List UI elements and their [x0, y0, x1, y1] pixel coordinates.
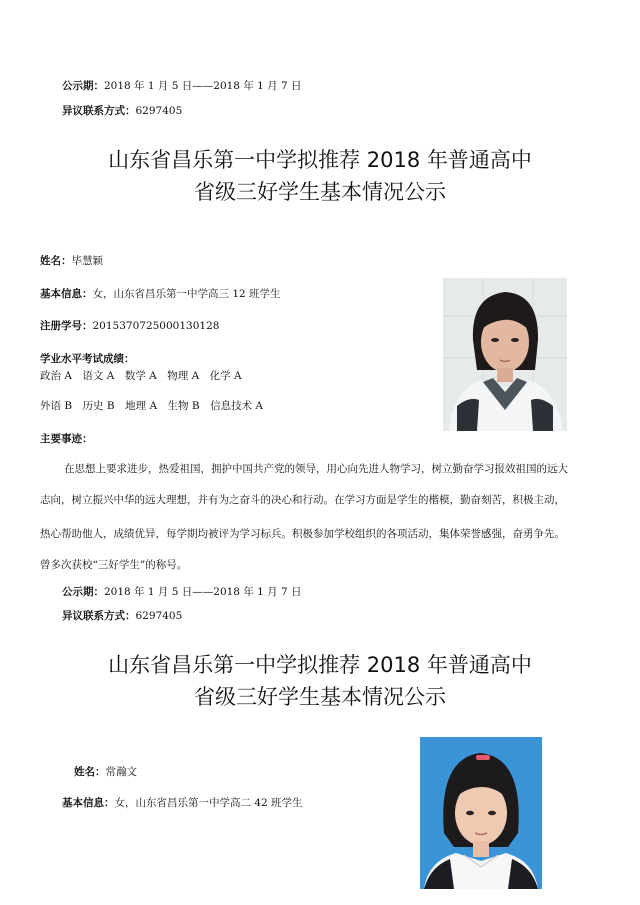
student1-name	[40, 254, 103, 268]
notice1-title-line1: 山东省昌乐第一中学拟推荐 2018 年普通高中	[108, 148, 532, 172]
name-label: 姓名：	[40, 255, 72, 267]
info-label: 基本信息：	[40, 288, 93, 300]
info-value: 女，山东省昌乐第一中学高三 12 班学生	[92, 288, 281, 300]
name-value: 常瀚文	[105, 766, 137, 778]
contact-label: 异议联系方式：	[62, 105, 136, 117]
name-value: 毕慧颖	[71, 255, 103, 267]
student1-grades-row1: 政治 A 语文 A 数学 A 物理 A 化学 A	[40, 370, 242, 382]
student1-reg	[40, 319, 219, 333]
deeds-line-4: 曾多次获校“三好学生”的称号。	[40, 559, 188, 571]
notice2-period	[62, 585, 302, 599]
contact-value: 6297405	[135, 105, 183, 117]
student1-deeds-label: 主要事迹：	[40, 433, 93, 445]
student1-info	[40, 287, 281, 301]
period-value: 2018 年 1 月 5 日——2018 年 1 月 7 日	[104, 586, 302, 598]
notice2-title-line2: 省级三好学生基本情况公示	[194, 685, 446, 709]
deeds-line-1: 在思想上要求进步，热爱祖国，拥护中国共产党的领导，用心向先进人物学习，树立勤奋学习报效祖国的远大	[64, 463, 568, 475]
period-label: 公示期：	[62, 80, 104, 92]
student2-name	[74, 765, 137, 779]
notice1-contact	[62, 104, 182, 118]
reg-value: 2015370725000130128	[92, 320, 220, 332]
period-label: 公示期：	[62, 586, 104, 598]
notice2-contact	[62, 609, 182, 623]
period-value: 2018 年 1 月 5 日——2018 年 1 月 7 日	[104, 80, 302, 92]
student1-grades-row2: 外语 B 历史 B 地理 A 生物 B 信息技术 A	[40, 400, 264, 412]
student2-portrait-image	[420, 737, 542, 889]
notice1-period	[62, 79, 302, 93]
name-label: 姓名：	[74, 766, 106, 778]
student1-portrait-image	[443, 278, 567, 431]
info-label: 基本信息：	[62, 797, 115, 809]
reg-label: 注册学号：	[40, 320, 93, 332]
deeds-line-3: 热心帮助他人，成绩优异，每学期均被评为学习标兵。积极参加学校组织的各项活动，集体荣誉感强，奋勇争先。	[40, 528, 565, 540]
student1-photo	[443, 278, 567, 431]
contact-value: 6297405	[135, 610, 183, 622]
student2-info	[62, 796, 303, 810]
notice1-title-line2: 省级三好学生基本情况公示	[194, 180, 446, 204]
deeds-line-2: 志向，树立振兴中华的远大理想，并有为之奋斗的决心和行动。在学习方面是学生的楷模，勤奋刻苦，积极主动，	[40, 494, 565, 506]
contact-label: 异议联系方式：	[62, 610, 136, 622]
student1-grades-label: 学业水平考试成绩：	[40, 353, 135, 365]
student2-photo	[420, 737, 542, 889]
info-value: 女，山东省昌乐第一中学高二 42 班学生	[114, 797, 303, 809]
notice2-title-line1: 山东省昌乐第一中学拟推荐 2018 年普通高中	[108, 653, 532, 677]
